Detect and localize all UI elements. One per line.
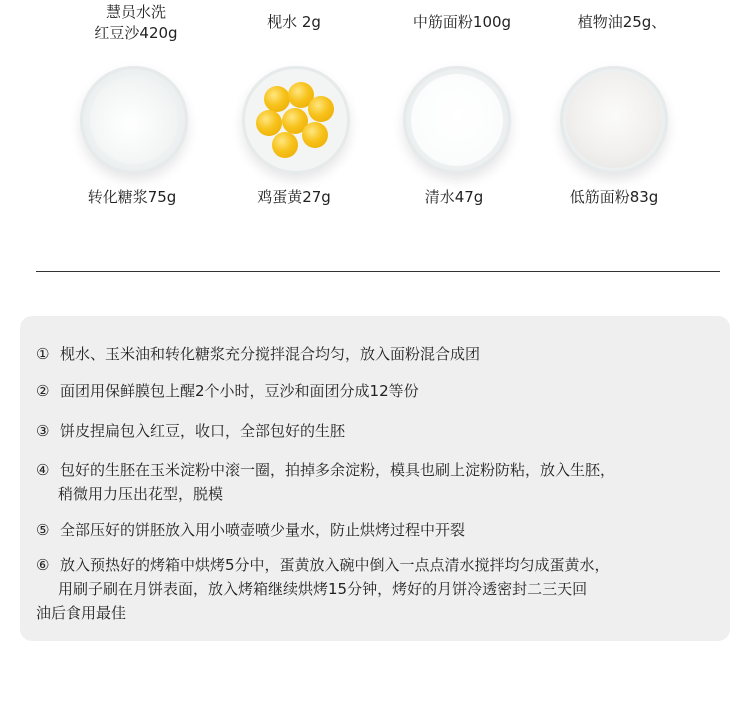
syrup-fill — [90, 76, 178, 164]
ingredient-label-invert-syrup: 转化糖浆75g — [87, 188, 177, 206]
step-text-continued: 稍微用力压出花型，脱模 — [58, 485, 224, 503]
egg-yolk-icon — [308, 96, 334, 122]
cake-flour-bowl-image — [560, 66, 668, 174]
flour-fill — [566, 72, 662, 168]
section-divider — [36, 271, 720, 272]
egg-yolk-icon — [256, 110, 282, 136]
step-text: 枧水、玉米油和转化糖浆充分搅拌混合均匀，放入面粉混合成团 — [60, 345, 481, 363]
ingredient-label-vegetable-oil: 植物油25g、 — [577, 13, 667, 31]
step-number: ③ — [36, 422, 50, 440]
ingredient-label-all-purpose-flour: 中筋面粉100g — [412, 13, 512, 31]
step-text-continued: 用刷子刷在月饼表面，放入烤箱继续烘烤15分钟，烤好的月饼冷透密封二三天回 — [58, 580, 588, 598]
step-text: 全部压好的饼胚放入用小喷壶喷少量水，防止烘烤过程中开裂 — [60, 521, 466, 539]
water-fill — [411, 74, 503, 166]
egg-yolk-bowl-image — [242, 66, 350, 174]
ingredient-label-red-bean-paste: 慧员水洗 红豆沙420g — [94, 3, 178, 42]
egg-yolk-icon — [264, 86, 290, 112]
step-5 — [36, 518, 716, 542]
step-text: 面团用保鲜膜包上醒2个小时，豆沙和面团分成12等份 — [60, 382, 419, 400]
step-text: 饼皮捏扁包入红豆，收口，全部包好的生胚 — [60, 422, 346, 440]
step-6 — [36, 553, 716, 625]
step-text: 包好的生胚在玉米淀粉中滚一圈，拍掉多余淀粉，模具也刷上淀粉防粘，放入生胚， — [60, 461, 616, 479]
ingredient-label-egg-yolk: 鸡蛋黄27g — [257, 188, 331, 206]
step-3 — [36, 419, 716, 443]
step-number: ② — [36, 382, 50, 400]
step-text-continued: 油后食用最佳 — [36, 604, 127, 622]
step-1 — [36, 342, 716, 366]
water-bowl-image — [403, 66, 511, 174]
step-number: ⑤ — [36, 521, 50, 539]
step-number: ① — [36, 345, 50, 363]
egg-yolk-icon — [302, 122, 328, 148]
ingredient-label-water: 清水47g — [424, 188, 484, 206]
ingredient-label-cake-flour: 低筋面粉83g — [569, 188, 659, 206]
step-text: 放入预热好的烤箱中烘烤5分中，蛋黄放入碗中倒入一点点清水搅拌均匀成蛋黄水， — [60, 556, 610, 574]
step-4 — [36, 458, 716, 506]
step-number: ⑥ — [36, 556, 50, 574]
ingredient-label-alkaline-water: 枧水 2g — [267, 13, 321, 31]
step-number: ④ — [36, 461, 50, 479]
invert-syrup-bowl-image — [80, 66, 188, 174]
step-2 — [36, 379, 716, 403]
egg-yolk-icon — [272, 132, 298, 158]
